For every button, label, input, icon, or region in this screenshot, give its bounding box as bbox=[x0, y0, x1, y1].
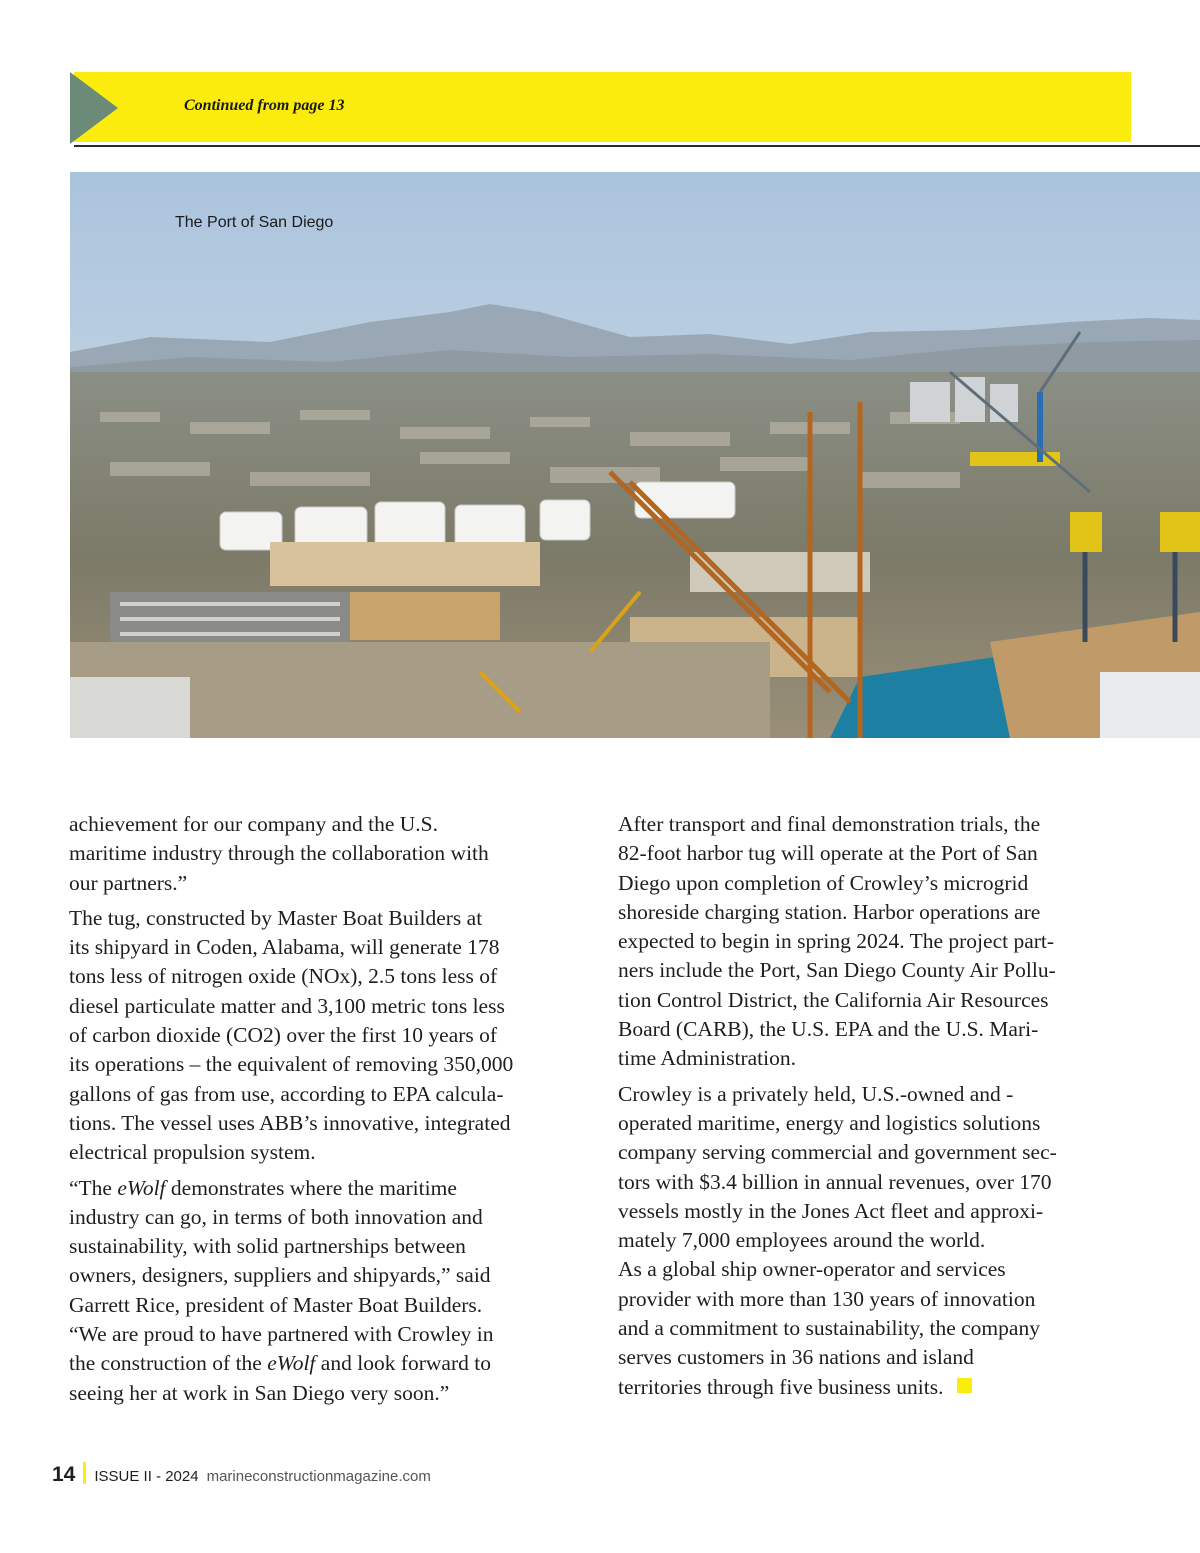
vessel-name: eWolf bbox=[267, 1351, 316, 1376]
text-line: ners include the Port, San Diego County Air Pollu- bbox=[618, 958, 1056, 983]
text-line: Crowley is a privately held, U.S.-owned and - bbox=[618, 1081, 1014, 1106]
photo-caption: The Port of San Diego bbox=[175, 214, 334, 231]
harbor-photo bbox=[70, 172, 1200, 738]
banner-arrow-icon bbox=[70, 72, 118, 144]
text-line: sustainability, with solid partnerships between bbox=[69, 1234, 466, 1259]
text-line: tions. The vessel uses ABB’s innovative, integrated bbox=[69, 1110, 511, 1135]
text-line: vessels mostly in the Jones Act fleet and approxi- bbox=[618, 1198, 1044, 1223]
text-line: 82-foot harbor tug will operate at the Port of San bbox=[618, 841, 1038, 866]
text-line: “We are proud to have partnered with Crowley in bbox=[69, 1322, 494, 1347]
text-line: gallons of gas from use, according to EPA calcula- bbox=[69, 1081, 504, 1106]
end-of-article-square-icon bbox=[957, 1378, 972, 1393]
text-line: Board (CARB), the U.S. EPA and the U.S. Mari- bbox=[618, 1017, 1039, 1042]
text-line: maritime industry through the collaboration with bbox=[69, 841, 489, 866]
text-line: After transport and final demonstration trials, the bbox=[618, 812, 1041, 836]
text-line: tons less of nitrogen oxide (NOx), 2.5 tons less of bbox=[69, 964, 498, 989]
text-line: “The eWolf demonstrates where the maritime bbox=[69, 1175, 457, 1200]
harbor-photo-illustration bbox=[70, 172, 1200, 738]
website-link[interactable]: marineconstructionmagazine.com bbox=[206, 1468, 431, 1485]
text-line: electrical propulsion system. bbox=[69, 1140, 316, 1165]
text-line: As a global ship owner-operator and services bbox=[618, 1257, 1006, 1282]
vessel-name: eWolf bbox=[117, 1175, 166, 1200]
text-line: Diego upon completion of Crowley’s microgrid bbox=[618, 870, 1029, 895]
text-line: the construction of the eWolf and look forward to bbox=[69, 1351, 491, 1376]
paragraph bbox=[618, 1255, 1128, 1401]
text-line: The tug, constructed by Master Boat Builders at bbox=[69, 905, 483, 930]
text-line: owners, designers, suppliers and shipyards,” said bbox=[69, 1263, 491, 1288]
text-line: its operations – the equivalent of removing 350,000 bbox=[69, 1052, 514, 1077]
article-column-left bbox=[69, 810, 589, 1414]
text-line: of carbon dioxide (CO2) over the first 10 years of bbox=[69, 1023, 498, 1048]
text-line: and a commitment to sustainability, the company bbox=[618, 1316, 1040, 1341]
page-footer bbox=[52, 1462, 431, 1487]
text-line-last bbox=[618, 1373, 1128, 1402]
text-line: expected to begin in spring 2024. The project part- bbox=[618, 929, 1055, 954]
text-line: tion Control District, the California Air Resources bbox=[618, 987, 1049, 1012]
continued-from-label: Continued from page 13 bbox=[184, 97, 345, 114]
text-line: company serving commercial and government sec- bbox=[618, 1140, 1057, 1165]
paragraph bbox=[69, 810, 589, 898]
header-divider bbox=[74, 145, 1200, 147]
paragraph bbox=[69, 904, 589, 1168]
text-line: serves customers in 36 nations and island bbox=[618, 1345, 974, 1370]
text-line: provider with more than 130 years of innovation bbox=[618, 1286, 1036, 1311]
text-line: Garrett Rice, president of Master Boat Builders. bbox=[69, 1292, 483, 1317]
text-line: shoreside charging station. Harbor operations are bbox=[618, 899, 1041, 924]
paragraph bbox=[618, 810, 1128, 1074]
page-number: 14 bbox=[52, 1463, 76, 1486]
text-line: time Administration. bbox=[618, 1046, 796, 1071]
text-line: mately 7,000 employees around the world. bbox=[618, 1228, 986, 1253]
text-line: our partners.” bbox=[69, 870, 188, 895]
text-line: territories through five business units. bbox=[618, 1374, 944, 1399]
footer-divider bbox=[83, 1462, 86, 1484]
paragraph bbox=[618, 1080, 1128, 1256]
text-line: achievement for our company and the U.S. bbox=[69, 812, 438, 836]
text-line: its shipyard in Coden, Alabama, will generate 178 bbox=[69, 935, 500, 960]
issue-label: ISSUE II - 2024 bbox=[94, 1468, 199, 1485]
text-line: tors with $3.4 billion in annual revenues, over 170 bbox=[618, 1169, 1052, 1194]
text-line: industry can go, in terms of both innovation and bbox=[69, 1204, 483, 1229]
paragraph bbox=[69, 1174, 589, 1408]
text-line: diesel particulate matter and 3,100 metric tons less bbox=[69, 993, 505, 1018]
article-column-right bbox=[618, 810, 1128, 1408]
text-line: seeing her at work in San Diego very soon.” bbox=[69, 1380, 450, 1405]
text-line: operated maritime, energy and logistics solutions bbox=[618, 1110, 1041, 1135]
